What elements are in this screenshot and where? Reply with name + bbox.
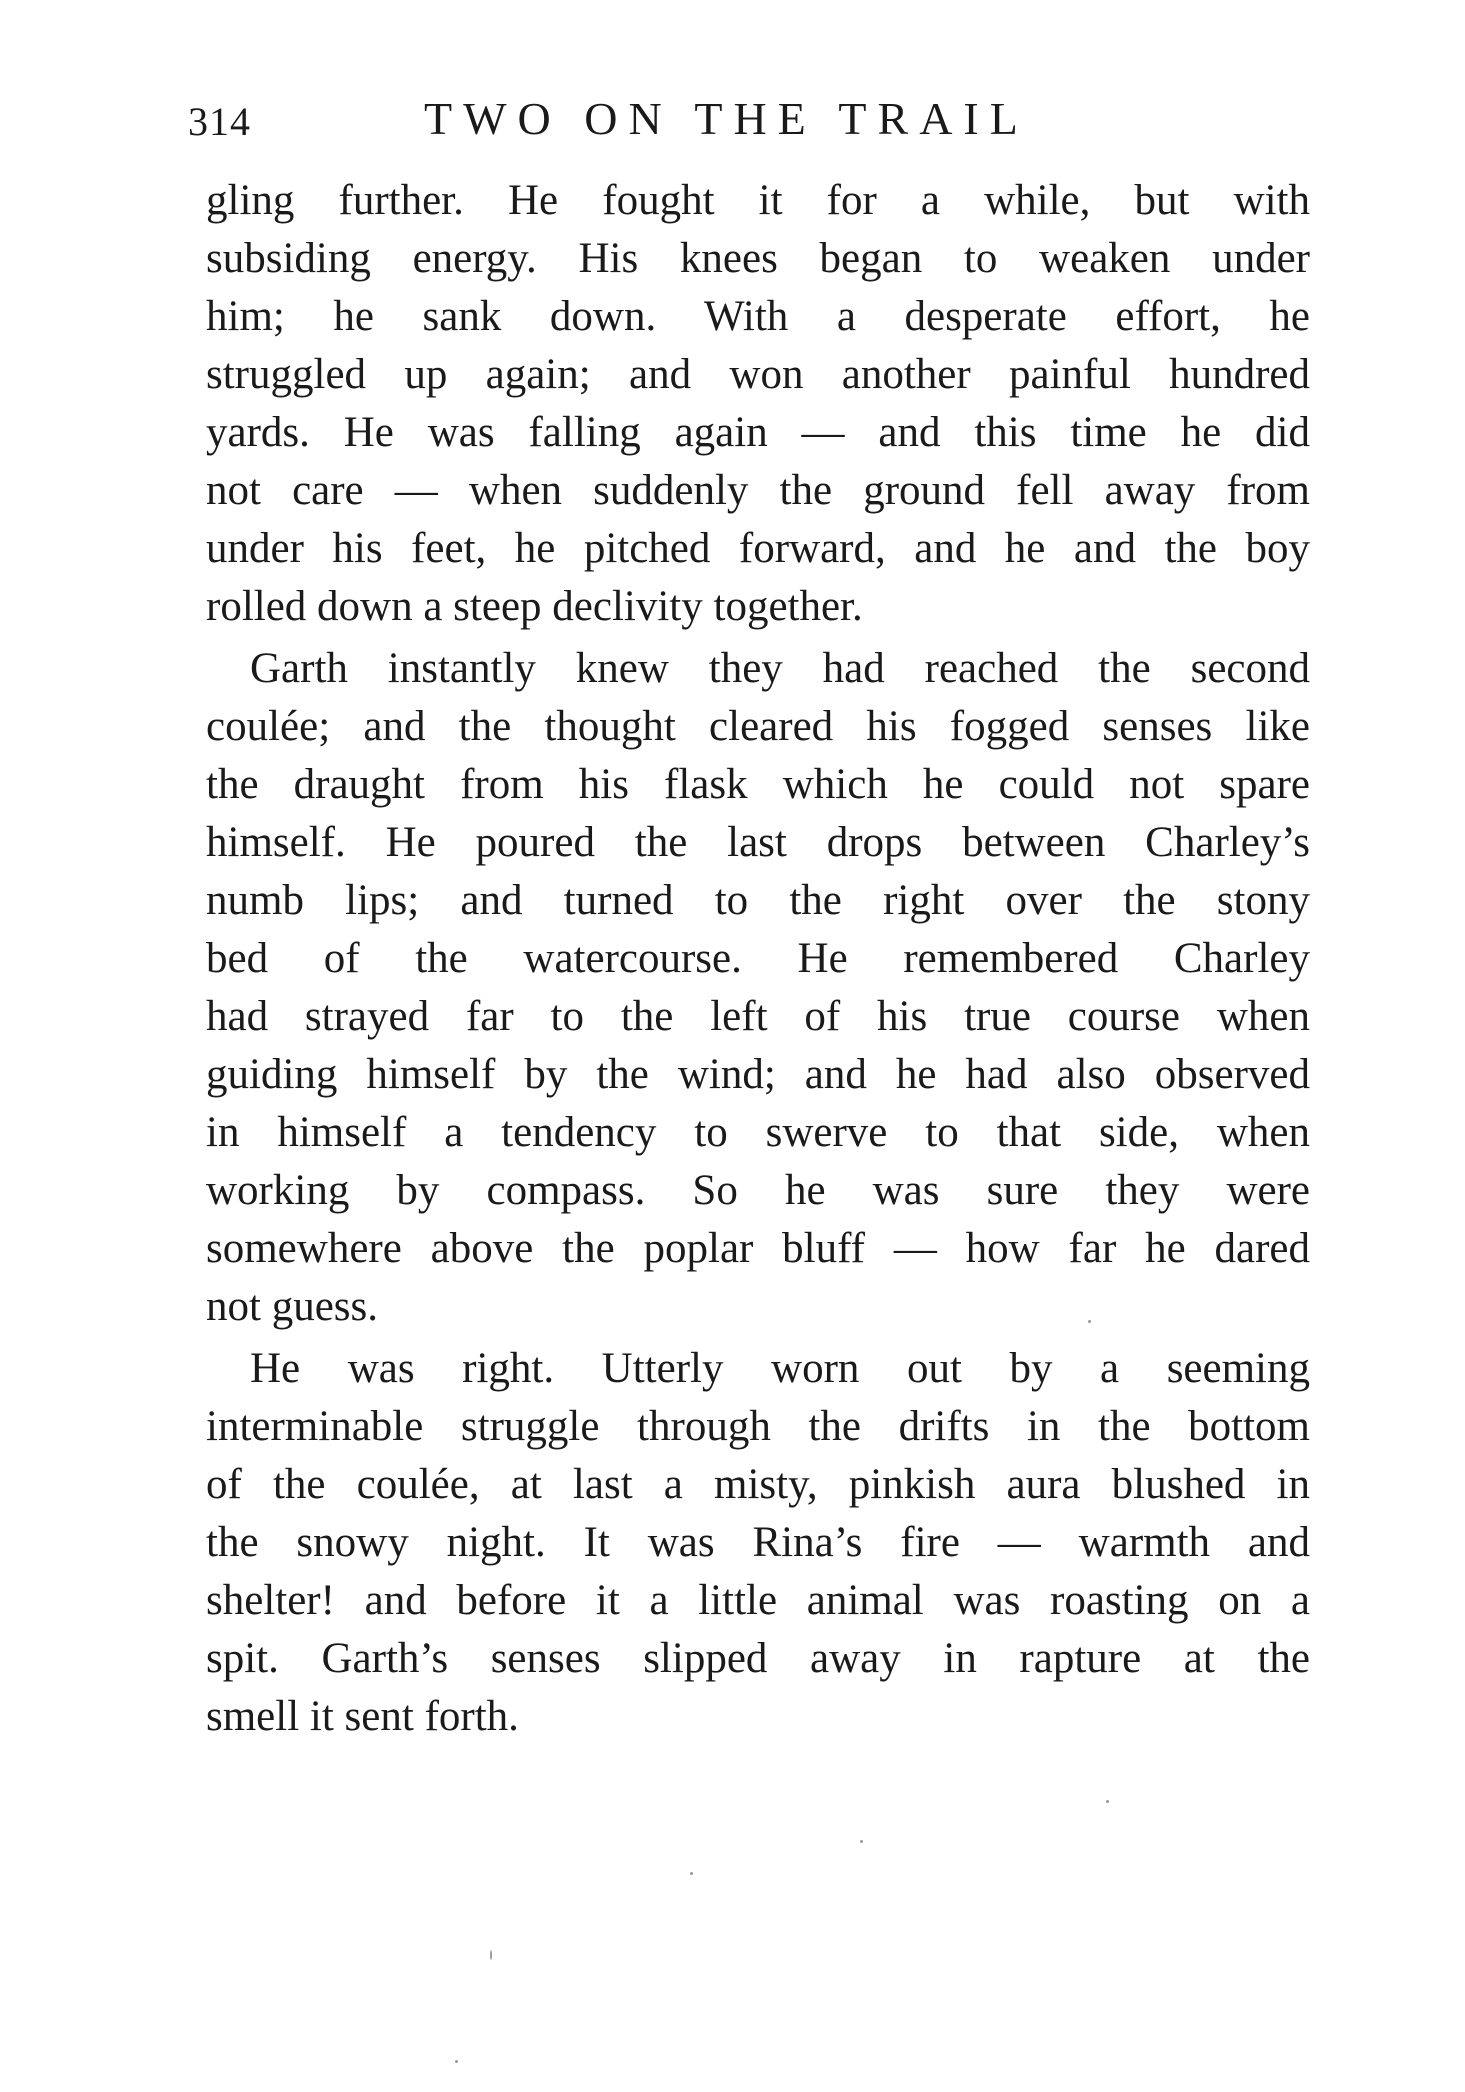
text-line: the draught from his flask which he could not spare	[206, 761, 1310, 808]
paragraph-2	[206, 640, 1310, 1336]
paper-speck	[690, 1872, 693, 1875]
paragraph-1	[206, 172, 1310, 636]
text-line: him; he sank down. With a desperate effort, he	[206, 293, 1310, 340]
text-line: somewhere above the poplar bluff — how far he dared	[206, 1225, 1310, 1272]
text-line: Garth instantly knew they had reached the second	[250, 645, 1310, 692]
text-line: in himself a tendency to swerve to that side, when	[206, 1109, 1310, 1156]
text-line: guiding himself by the wind; and he had also observed	[206, 1051, 1310, 1098]
paper-speck	[455, 2060, 458, 2063]
text-line: gling further. He fought it for a while, but with	[206, 177, 1310, 224]
text-line: not guess.	[206, 1283, 378, 1330]
paper-speck	[490, 1950, 492, 1960]
text-line: bed of the watercourse. He remembered Charley	[206, 935, 1310, 982]
paragraph-3	[206, 1340, 1310, 1746]
text-line: himself. He poured the last drops between Charley’s	[206, 819, 1310, 866]
body-text	[206, 172, 1310, 1746]
text-line: spit. Garth’s senses slipped away in rapture at the	[206, 1635, 1310, 1682]
text-line: smell it sent forth.	[206, 1693, 519, 1740]
running-title: TWO ON THE TRAIL	[424, 93, 1029, 144]
text-line: struggled up again; and won another painful hundred	[206, 351, 1310, 398]
paper-speck	[1088, 1320, 1091, 1323]
paper-speck	[860, 1840, 863, 1843]
text-line: yards. He was falling again — and this time he did	[206, 409, 1310, 456]
text-line: shelter! and before it a little animal was roasting on a	[206, 1577, 1310, 1624]
text-line: of the coulée, at last a misty, pinkish aura blushed in	[206, 1461, 1310, 1508]
text-line: had strayed far to the left of his true course when	[206, 993, 1310, 1040]
text-line: interminable struggle through the drifts in the bottom	[206, 1403, 1310, 1450]
text-line: the snowy night. It was Rina’s fire — warmth and	[206, 1519, 1310, 1566]
text-line: not care — when suddenly the ground fell away from	[206, 467, 1310, 514]
text-line: working by compass. So he was sure they were	[206, 1167, 1310, 1214]
text-line: He was right. Utterly worn out by a seeming	[250, 1345, 1310, 1392]
page-header	[188, 92, 1308, 152]
text-line: subsiding energy. His knees began to weaken under	[206, 235, 1310, 282]
paper-speck	[1106, 1800, 1109, 1803]
text-line: rolled down a steep declivity together.	[206, 583, 863, 630]
page-number: 314	[188, 99, 251, 144]
text-line: under his feet, he pitched forward, and he and the boy	[206, 525, 1310, 572]
text-line: numb lips; and turned to the right over the stony	[206, 877, 1310, 924]
text-line: coulée; and the thought cleared his fogged senses like	[206, 703, 1310, 750]
